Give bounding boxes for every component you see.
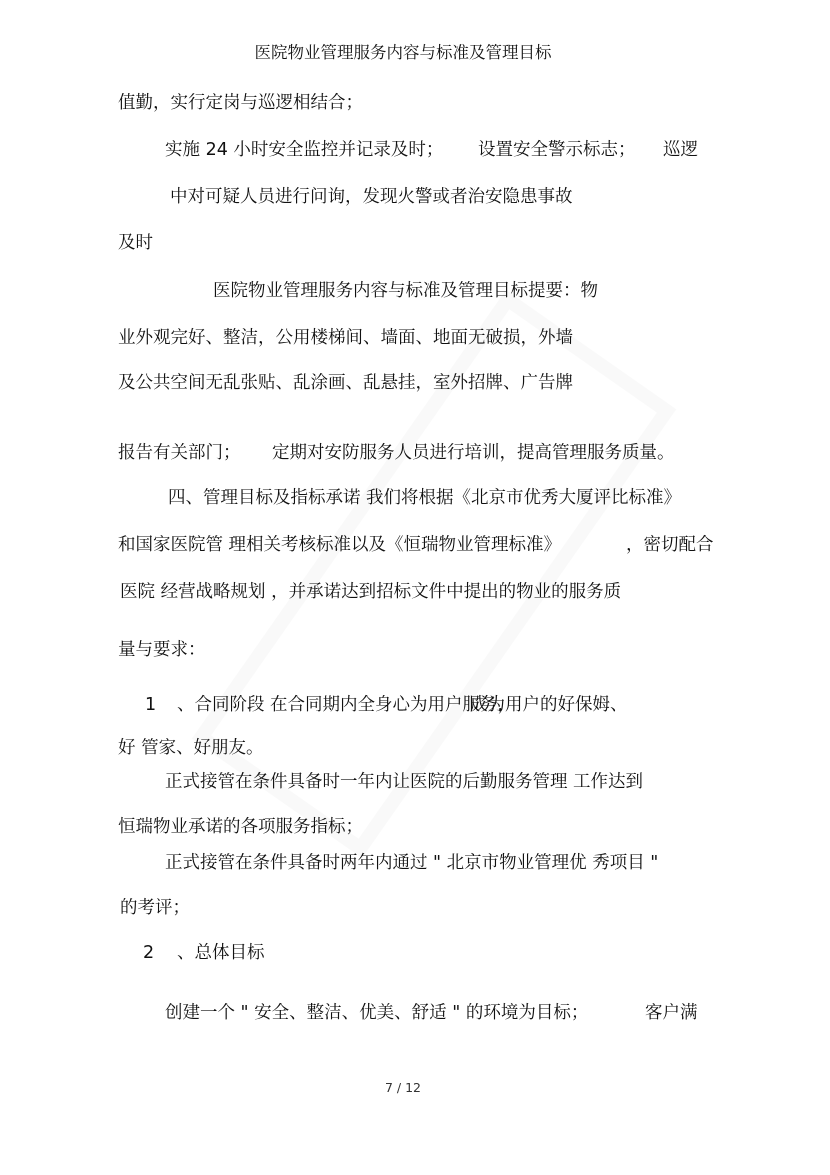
text-line: 成为用户的好保姆、	[470, 695, 628, 715]
page-number: 7 / 12	[384, 1080, 422, 1095]
text-line: 及公共空间无乱张贴、乱涂画、乱悬挂，室外招牌、广告牌	[118, 373, 573, 393]
text-line: 定期对安防服务人员进行培训，提高管理服务质量。	[272, 443, 675, 463]
text-line: 的考评；	[120, 898, 190, 918]
text-line: 量与要求：	[118, 640, 206, 660]
text-line: ，密切配合	[626, 535, 714, 555]
text-line: 医院 经营战略规划 ，并承诺达到招标文件中提出的物业的服务质	[120, 582, 622, 602]
text-line: 设置安全警示标志；	[478, 140, 636, 160]
list-number: 1	[145, 695, 157, 715]
text-line: 医院物业管理服务内容与标准及管理目标提要：物	[213, 281, 598, 301]
text-line: 和国家医院管 理相关考核标准以及《恒瑞物业管理标准》	[118, 535, 562, 555]
text-line: 、合同阶段 在合同期内全身心为用户服务，	[177, 695, 516, 715]
text-line: 四、管理目标及指标承诺 我们将根据《北京市优秀大厦评比标准》	[168, 488, 682, 508]
text-line: 客户满	[645, 1003, 698, 1023]
text-line: 恒瑞物业承诺的各项服务指标；	[118, 817, 363, 837]
text-line: 报告有关部门；	[118, 443, 241, 463]
text-line: 实施 24 小时安全监控并记录及时；	[165, 140, 444, 160]
text-line: 正式接管在条件具备时一年内让医院的后勤服务管理 工作达到	[165, 772, 644, 792]
text-line: 值勤，实行定岗与巡逻相结合；	[118, 93, 363, 113]
text-line: 巡逻	[663, 140, 698, 160]
text-line: 正式接管在条件具备时两年内通过 " 北京市物业管理优 秀项目 "	[165, 853, 659, 873]
page-title: 医院物业管理服务内容与标准及管理目标	[254, 43, 552, 62]
text-line: 创建一个 " 安全、整洁、优美、舒适 " 的环境为目标；	[165, 1003, 589, 1023]
text-line: 、总体目标	[177, 943, 265, 963]
text-line: 中对可疑人员进行问询，发现火警或者治安隐患事故	[170, 187, 573, 207]
text-line: 好 管家、好朋友。	[118, 738, 264, 758]
text-line: 及时	[118, 233, 153, 253]
text-line: 业外观完好、整洁，公用楼梯间、墙面、地面无破损，外墙	[118, 328, 573, 348]
list-number: 2	[143, 943, 155, 963]
